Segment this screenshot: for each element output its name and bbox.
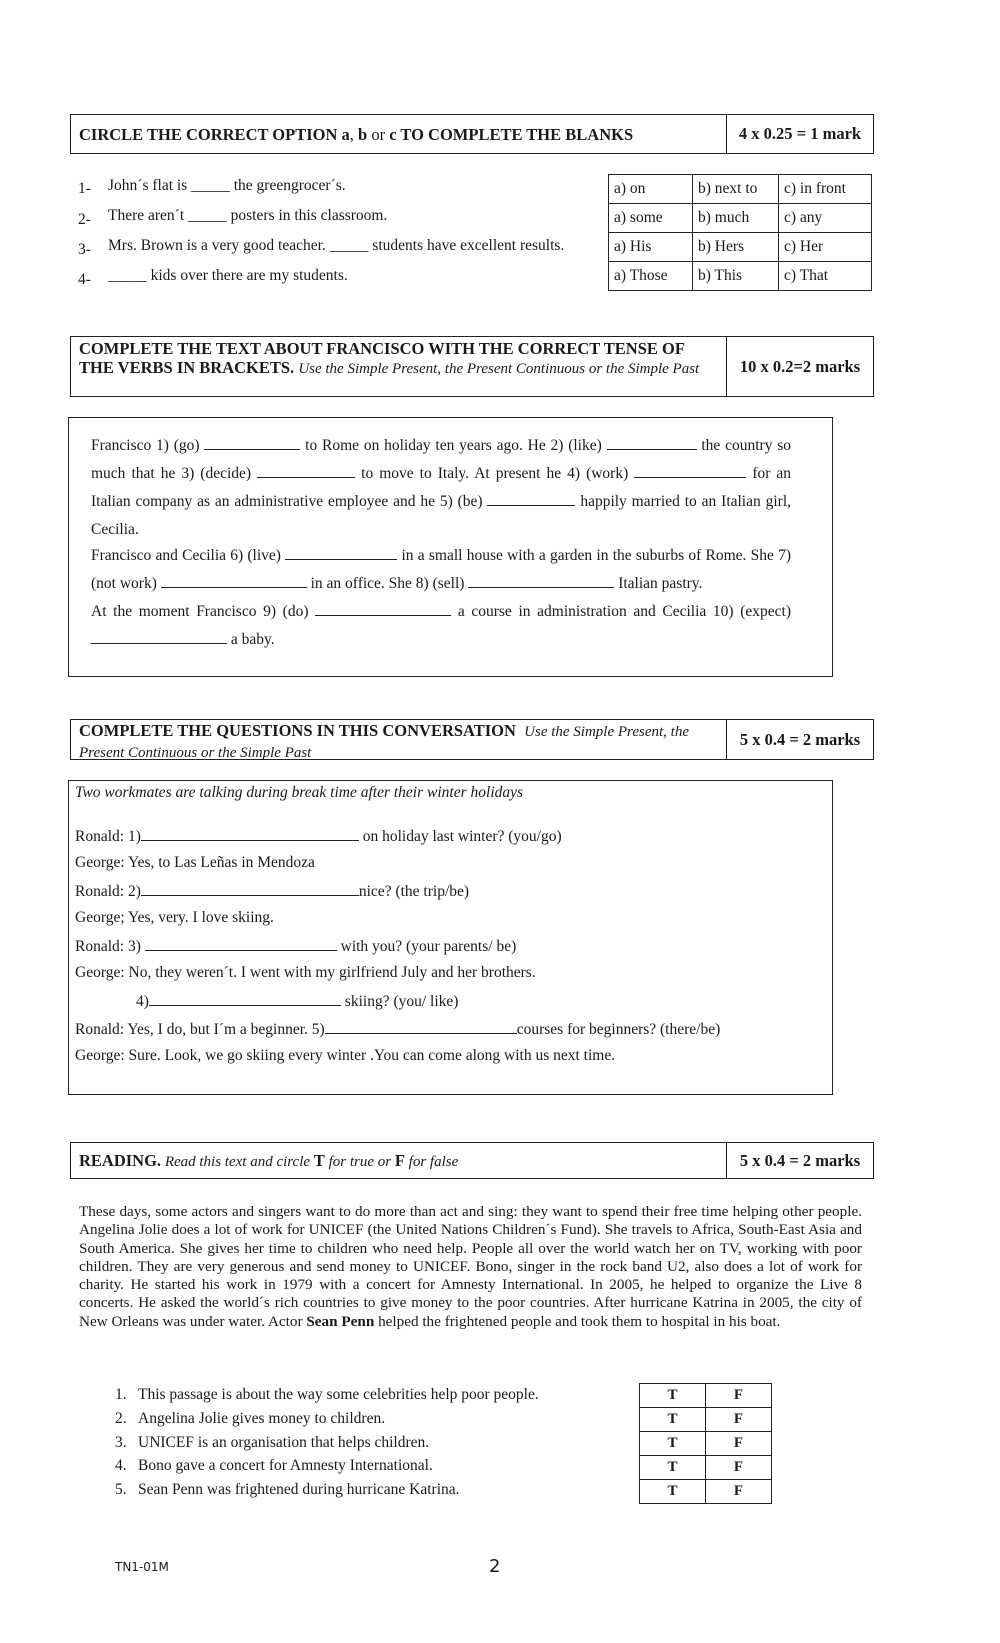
answer-blank-1[interactable]: [204, 435, 300, 450]
false-option[interactable]: F: [706, 1432, 772, 1456]
francisco-text: a baby.: [230, 631, 275, 648]
francisco-text: in a small house with a garden in the suburbs of Rome. She 7) (not work): [91, 547, 792, 592]
answer-blank-2[interactable]: [607, 435, 697, 450]
francisco-text: the country so much that he 3) (decide): [91, 437, 792, 482]
section1-title: [71, 115, 726, 153]
true-false-table: [639, 1383, 772, 1504]
section3-title-bold: COMPLETE THE QUESTIONS IN THIS CONVERSATION: [79, 721, 516, 740]
conversation-intro: Two workmates are talking during break time after their winter holidays: [75, 784, 524, 801]
conversation-line-8: [75, 1019, 720, 1039]
options-row: [609, 204, 872, 233]
item-number: 2-: [78, 211, 91, 228]
section4-title-italic: for false: [404, 1154, 459, 1170]
item-number: 3-: [78, 241, 91, 258]
statement-number: 1.: [115, 1386, 127, 1403]
answer-blank-3[interactable]: [257, 463, 355, 478]
section3-title-italic: Use the Simple Present, the Present Continuous or the Simple Past: [79, 724, 689, 761]
option-b[interactable]: b) much: [693, 204, 779, 233]
section1-title-b: b: [358, 125, 368, 144]
conv-text: Ronald: 3): [75, 938, 145, 955]
section1-marks: 4 x 0.25 = 1 mark: [726, 115, 873, 153]
francisco-paragraph-3: [91, 598, 791, 654]
conversation-line-2: George: Yes, to Las Leñas in Mendoza: [75, 854, 315, 871]
conv-text: skiing? (you/ like): [340, 993, 459, 1010]
item-number: 4-: [78, 271, 91, 288]
question-blank-5[interactable]: [325, 1019, 517, 1034]
conv-text: nice? (the trip/be): [358, 883, 470, 900]
tf-row: [640, 1432, 772, 1456]
option-b[interactable]: b) Hers: [693, 233, 779, 262]
section1-title-post: TO COMPLETE THE BLANKS: [396, 125, 634, 144]
statement-number: 3.: [115, 1434, 127, 1451]
conversation-box: [68, 780, 833, 1095]
section4-title-bold: READING.: [79, 1151, 162, 1170]
answer-blank-9[interactable]: [315, 601, 451, 616]
reading-text: helped the frightened people and took them to hospital in his boat.: [374, 1312, 781, 1330]
section2-marks: 10 x 0.2=2 marks: [726, 337, 873, 396]
reading-passage: [79, 1203, 862, 1331]
conversation-line-7: [136, 991, 458, 1011]
francisco-text: for an Italian company as an administrative employee and he 5) (be): [91, 465, 792, 510]
section2-title-bold: COMPLETE THE TEXT ABOUT FRANCISCO WITH THE CORRECT TENSE OF THE VERBS IN BRACKETS.: [79, 339, 685, 377]
francisco-text: to move to Italy. At present he 4) (work): [361, 465, 629, 482]
answer-blank-7[interactable]: [161, 573, 307, 588]
francisco-text: a course in administration and Cecilia 10) (expect): [457, 603, 792, 620]
conv-text: 4): [136, 993, 149, 1010]
section3-title: [71, 720, 726, 759]
francisco-text: Italian pastry.: [618, 575, 703, 592]
option-b[interactable]: b) next to: [693, 175, 779, 204]
question-blank-3[interactable]: [145, 936, 337, 951]
conversation-line-4: George; Yes, very. I love skiing.: [75, 909, 274, 926]
section2-title-italic: Use the Simple Present, the Present Continuous or the Simple Past: [298, 361, 700, 377]
option-b[interactable]: b) This: [693, 262, 779, 291]
option-c[interactable]: c) Her: [779, 233, 872, 262]
item-text: Mrs. Brown is a very good teacher. _____ students have excellent results.: [108, 237, 565, 254]
conversation-line-5: [75, 936, 516, 956]
option-c[interactable]: c) in front: [779, 175, 872, 204]
tf-row: [640, 1384, 772, 1408]
francisco-text-box: [68, 417, 833, 677]
options-row: [609, 262, 872, 291]
reading-text: These days, some actors and singers want to do more than act and sing: they want to spend their free time helping other people. Angelina Jolie does a lot of work for UNICEF (the United Nations Children´s Fund). She travels to Africa, South-East Asia and South America. She gives her time to children who need help. People all over the world watch her on TV, working with poor children. They are very generous and send money to UNICEF. Bono, singer in the rock band U2, also does a lot of work for charity. He started his work in 1979 with a concert for Amnesty International. In 2005, he helped to organize the Live 8 concerts. He asked the world´s rich countries to give money to the poor countries. After hurricane Katrina in 2005, the city of New Orleans was under water. Actor: [79, 1203, 862, 1330]
item-text: _____ kids over there are my students.: [108, 267, 348, 284]
options-table: [608, 174, 872, 291]
section4-title-italic: for true or: [324, 1154, 395, 1170]
tf-row: [640, 1408, 772, 1432]
false-option[interactable]: F: [706, 1384, 772, 1408]
true-option[interactable]: T: [640, 1384, 706, 1408]
statement-text: This passage is about the way some celebrities help poor people.: [138, 1386, 539, 1403]
true-option[interactable]: T: [640, 1456, 706, 1480]
conv-text: Ronald: 1): [75, 828, 141, 845]
section3-header: [70, 719, 874, 760]
conv-text: with you? (your parents/ be): [336, 938, 517, 955]
page-number: 2: [489, 1556, 501, 1577]
answer-blank-4[interactable]: [634, 463, 746, 478]
section1-title-a: a: [341, 125, 350, 144]
false-option[interactable]: F: [706, 1480, 772, 1504]
option-c[interactable]: c) any: [779, 204, 872, 233]
francisco-text: happily married to an Italian girl, Cecilia.: [91, 493, 792, 538]
conv-text: courses for beginners? (there/be): [516, 1021, 721, 1038]
option-c[interactable]: c) That: [779, 262, 872, 291]
section1-title-text: CIRCLE THE CORRECT OPTION: [79, 125, 342, 144]
false-option[interactable]: F: [706, 1456, 772, 1480]
true-option[interactable]: T: [640, 1408, 706, 1432]
option-a[interactable]: a) His: [609, 233, 693, 262]
section3-marks: 5 x 0.4 = 2 marks: [726, 720, 873, 759]
conv-text: Ronald: Yes, I do, but I´m a beginner. 5): [75, 1021, 325, 1038]
statement-text: UNICEF is an organisation that helps children.: [138, 1434, 430, 1451]
option-a[interactable]: a) Those: [609, 262, 693, 291]
question-blank-2[interactable]: [141, 881, 359, 896]
francisco-text: At the moment Francisco 9) (do): [91, 603, 309, 620]
true-option[interactable]: T: [640, 1432, 706, 1456]
statement-number: 2.: [115, 1410, 127, 1427]
section4-title-t: T: [313, 1151, 325, 1170]
section4-title-italic: Read this text and circle: [161, 1154, 314, 1170]
section4-header: [70, 1142, 874, 1179]
section4-title: [71, 1143, 726, 1178]
conv-text: on holiday last winter? (you/go): [358, 828, 562, 845]
options-row: [609, 175, 872, 204]
option-a[interactable]: a) some: [609, 204, 693, 233]
footer-code: TN1-01M: [115, 1560, 169, 1574]
item-text: John´s flat is _____ the greengrocer´s.: [108, 177, 346, 194]
conversation-line-9: George: Sure. Look, we go skiing every winter .You can come along with us next time.: [75, 1047, 616, 1064]
statement-text: Angelina Jolie gives money to children.: [138, 1410, 386, 1427]
section4-marks: 5 x 0.4 = 2 marks: [726, 1143, 873, 1178]
conv-text: Ronald: 2): [75, 883, 141, 900]
statement-number: 4.: [115, 1457, 127, 1474]
statement-text: Sean Penn was frightened during hurricane Katrina.: [138, 1481, 460, 1498]
conversation-line-6: George: No, they weren´t. I went with my girlfriend July and her brothers.: [75, 964, 536, 981]
section2-title: [71, 337, 726, 396]
question-blank-4[interactable]: [149, 991, 341, 1006]
francisco-text: Francisco and Cecilia 6) (live): [91, 547, 281, 564]
reading-bold-name: Sean Penn: [306, 1312, 375, 1330]
section1-title-comma: ,: [349, 125, 359, 144]
true-option[interactable]: T: [640, 1480, 706, 1504]
francisco-text: to Rome on holiday ten years ago. He 2) (like): [305, 437, 602, 454]
option-a[interactable]: a) on: [609, 175, 693, 204]
answer-blank-6[interactable]: [285, 545, 397, 560]
tf-row: [640, 1480, 772, 1504]
answer-blank-10[interactable]: [91, 629, 227, 644]
francisco-text: Francisco 1) (go): [91, 437, 200, 454]
statement-number: 5.: [115, 1481, 127, 1498]
false-option[interactable]: F: [706, 1408, 772, 1432]
conversation-line-3: [75, 881, 469, 901]
item-number: 1-: [78, 180, 91, 197]
francisco-paragraph-1: [91, 432, 791, 544]
answer-blank-5[interactable]: [487, 491, 575, 506]
francisco-paragraph-2: [91, 542, 791, 598]
section1-header: [70, 114, 874, 154]
section4-title-f: F: [394, 1151, 405, 1170]
answer-blank-8[interactable]: [468, 573, 614, 588]
options-row: [609, 233, 872, 262]
item-text: There aren´t _____ posters in this classroom.: [108, 207, 388, 224]
section1-title-or: or: [367, 125, 390, 144]
statement-text: Bono gave a concert for Amnesty International.: [138, 1457, 433, 1474]
question-blank-1[interactable]: [141, 826, 359, 841]
section2-header: [70, 336, 874, 397]
francisco-text: in an office. She 8) (sell): [310, 575, 465, 592]
conversation-line-1: [75, 826, 562, 846]
tf-row: [640, 1456, 772, 1480]
section1-title-c: c: [389, 125, 397, 144]
